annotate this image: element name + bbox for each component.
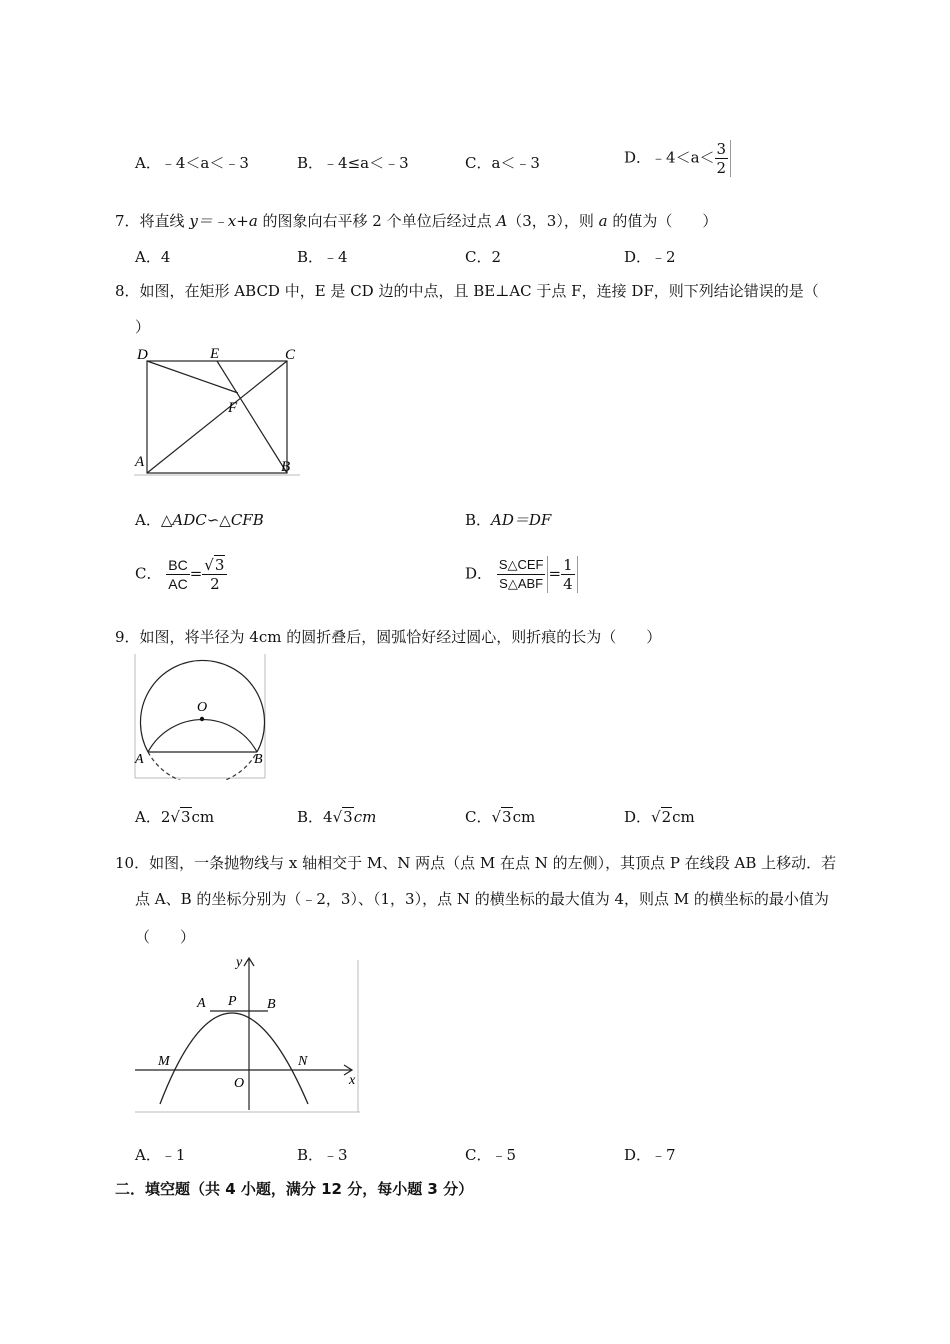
label-b: B [281, 459, 291, 475]
q8-option-a: A．△ADC∽△CFB [135, 511, 264, 529]
q7-stem: 7．将直线 y＝﹣x+a 的图象向右平移 2 个单位后经过点 A（3，3），则 a 的值为（ ） [115, 212, 718, 230]
q8-option-d: D． $\frac{\text{S△CEF}}{\text{S△ABF}}$ = $\frac{1}{4}$ [465, 556, 578, 593]
label-b: B [267, 997, 276, 1012]
label-b: B [254, 752, 263, 767]
label-m: M [158, 1054, 170, 1069]
label-a: A [135, 454, 145, 470]
q10-option-a: A．﹣1 [135, 1146, 186, 1164]
q9-option-c: C．√3cm [465, 808, 536, 826]
q6-option-c: C．a＜﹣3 [465, 154, 540, 172]
q6-option-b: B．﹣4≤a＜﹣3 [297, 154, 409, 172]
label-f: F [228, 400, 238, 416]
q8-option-c: C． $\frac{BC}{AC}$ = $\frac{√3}{2}$ [135, 556, 227, 593]
q9-option-d: D．√2cm [624, 808, 695, 826]
q7-option-a: A．4 [135, 248, 171, 266]
q10-stem-line2: 点 A、B 的坐标分别为（﹣2，3）、（1，3），点 N 的横坐标的最大值为 4，则点 M 的横坐标的最小值为 [135, 890, 829, 908]
section-heading: 二．填空题（共 4 小题，满分 12 分，每小题 3 分） [115, 1180, 474, 1198]
q7-option-d: D．﹣2 [624, 248, 676, 266]
label-c: C [285, 347, 296, 363]
q6-fraction: $\frac{3}{2}$ [715, 140, 732, 177]
q10-stem-line3: （ ） [135, 928, 196, 946]
label-o: O [197, 700, 208, 715]
q9-stem: 9．如图，将半径为 4cm 的圆折叠后，圆弧恰好经过圆心，则折痕的长为（ ） [115, 628, 662, 646]
q8-stem-line1: 8．如图，在矩形 ABCD 中，E 是 CD 边的中点，且 BE⊥AC 于点 F，连接 DF，则下列结论错误的是（ [115, 282, 819, 300]
q10-option-d: D．﹣7 [624, 1146, 676, 1164]
label-o: O [234, 1076, 245, 1091]
q9-option-a: A．2√3cm [135, 808, 215, 826]
rectangle-figure [130, 342, 305, 478]
label-n: N [298, 1054, 308, 1069]
q6-option-d: D．﹣4＜a＜ $\frac{3}{2}$ [624, 140, 731, 177]
label-p: P [228, 994, 237, 1009]
label-d: D [137, 347, 148, 363]
q10-stem-line1: 10．如图，一条抛物线与 x 轴相交于 M、N 两点（点 M 在点 N 的左侧），其顶点 P 在线段 AB 上移动．若 [115, 854, 837, 872]
q8-stem-line2: ） [135, 318, 151, 336]
label-e: E [210, 346, 220, 362]
q6-option-a: A．﹣4＜a＜﹣3 [135, 154, 249, 172]
q7-option-c: C．2 [465, 248, 502, 266]
circle-fold-figure [130, 654, 270, 780]
q10-option-b: B．﹣3 [297, 1146, 348, 1164]
label-x: x [349, 1073, 356, 1088]
q9-option-b: B．4√3cm [297, 808, 377, 826]
q8-option-b: B．AD＝DF [465, 511, 552, 529]
label-a: A [135, 752, 144, 767]
label-a: A [197, 996, 206, 1011]
parabola-figure [130, 952, 365, 1116]
label-y: y [236, 955, 243, 970]
q10-option-c: C．﹣5 [465, 1146, 517, 1164]
q7-option-b: B．﹣4 [297, 248, 348, 266]
